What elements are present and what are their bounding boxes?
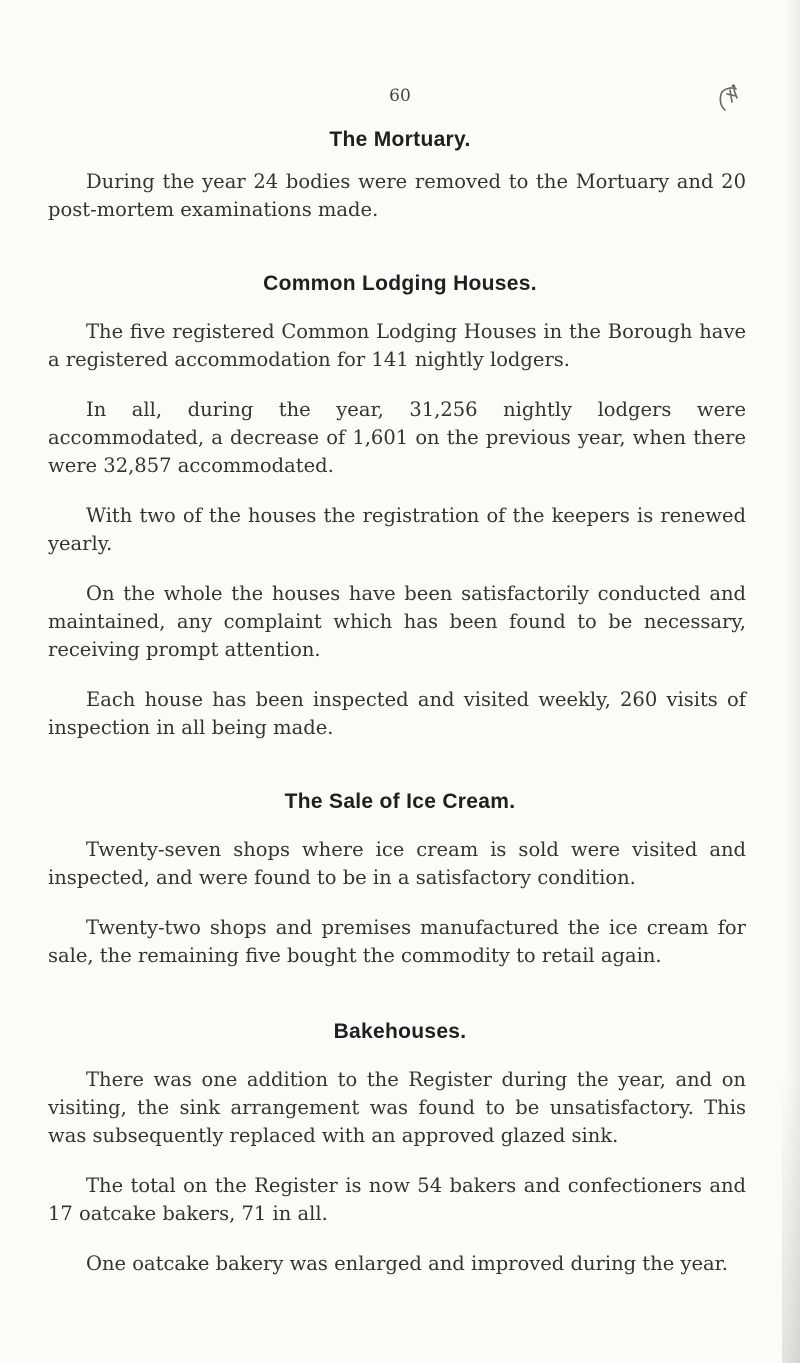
handwritten-mark-icon: [716, 80, 744, 114]
paragraph-lodging-accommodation: The five registered Common Lodging Houses in the Borough have a registered accommodation for 141 nightly lodgers.: [48, 320, 746, 371]
paragraph-lodging-inspection: Each house has been inspected and visited weekly, 260 visits of inspection in all being made.: [48, 688, 746, 739]
paragraph-bakehouses-addition: There was one addition to the Register during the year, and on visiting, the sink arrangement was found to be unsatisfactory. This was subsequently replaced with an approved glazed sink.: [48, 1068, 746, 1147]
heading-bakehouses: Bakehouses.: [333, 1020, 467, 1043]
paragraph-bakehouses-register-total: The total on the Register is now 54 bakers and confectioners and 17 oatcake bakers, 71 in all.: [48, 1174, 746, 1225]
paragraph-lodging-totals: In all, during the year, 31,256 nightly lodgers were accommodated, a decrease of 1,601 on the previous year, when there were 32,857 accommodated.: [48, 398, 746, 477]
heading-mortuary: The Mortuary.: [329, 128, 471, 151]
paragraph-lodging-conduct: On the whole the houses have been satisfactorily conducted and maintained, any complaint which has been found to be necessary, receiving prompt attention.: [48, 582, 746, 661]
paragraph-ice-cream-shops: Twenty-seven shops where ice cream is sold were visited and inspected, and were found to be in a satisfactory condition.: [48, 838, 746, 889]
paragraph-bakehouses-oatcake: One oatcake bakery was enlarged and improved during the year.: [86, 1252, 729, 1275]
heading-sale-of-ice-cream: The Sale of Ice Cream.: [284, 790, 516, 813]
paragraph-ice-cream-manufacture: Twenty-two shops and premises manufactured the ice cream for sale, the remaining five bought the commodity to retail again.: [48, 916, 746, 967]
paragraph-mortuary: During the year 24 bodies were removed to the Mortuary and 20 post-mortem examinations made.: [48, 170, 746, 221]
paragraph-lodging-registration: With two of the houses the registration of the keepers is renewed yearly.: [48, 504, 746, 555]
heading-common-lodging-houses: Common Lodging Houses.: [263, 272, 537, 295]
page-number: 60: [389, 86, 411, 106]
page-content: [0, 128, 800, 1278]
